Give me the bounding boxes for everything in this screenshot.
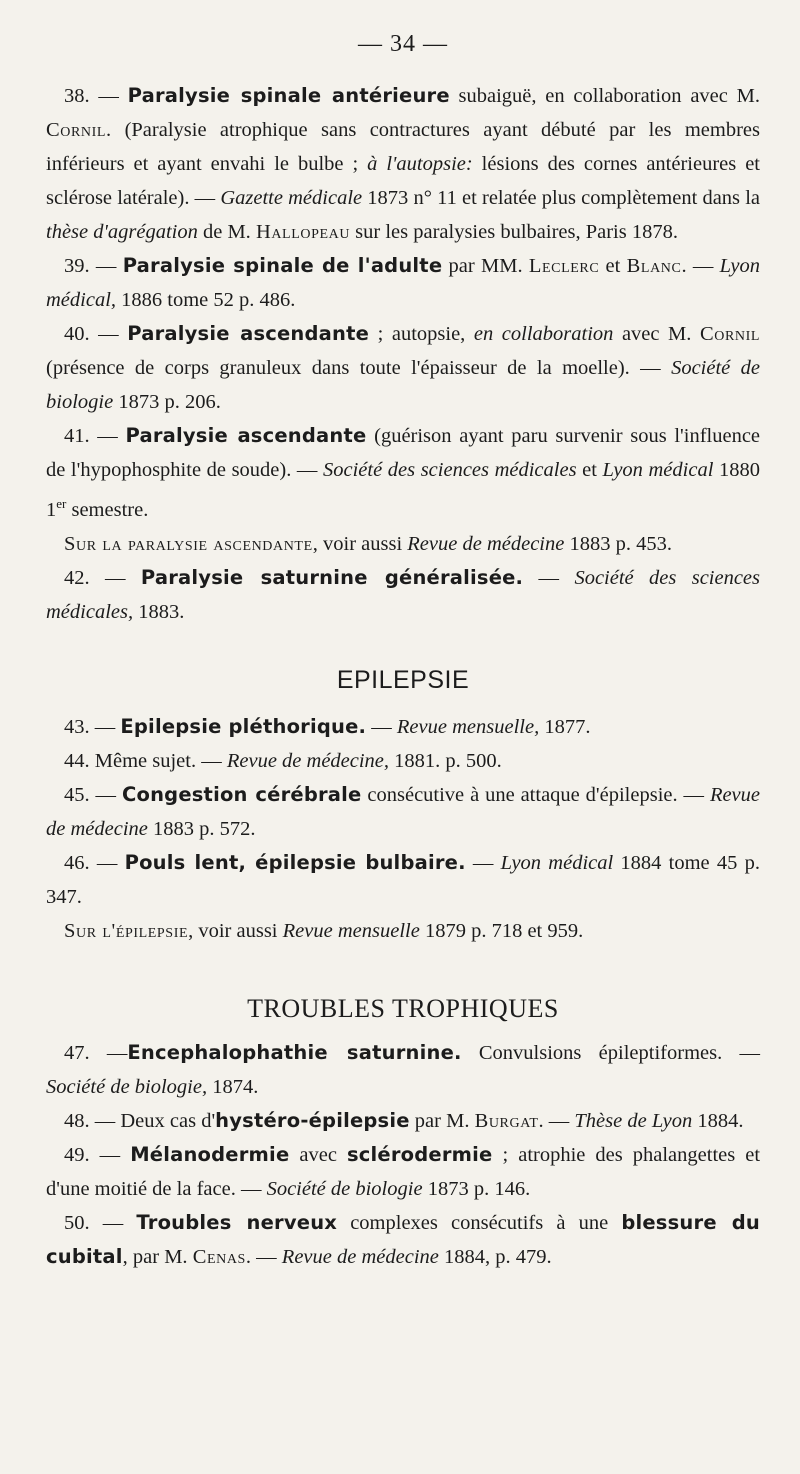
entry-text: 1884, p. 479. xyxy=(438,1245,552,1268)
note-text: 1883 p. 453. xyxy=(564,532,672,555)
section-heading-epilepsie: EPILEPSIE xyxy=(336,665,470,694)
journal-name: Gazette médicale xyxy=(220,186,363,209)
entry-text: 1884 tome 45 p. 347. xyxy=(46,851,761,908)
note-text: 1879 p. 718 et 959. xyxy=(419,919,584,942)
entry-text: . — xyxy=(245,1245,282,1268)
note-text: , voir aussi xyxy=(312,532,408,555)
entry-text: 1874. xyxy=(207,1075,259,1098)
bibliography-entry-48 xyxy=(46,1104,760,1138)
bibliography-entry-42 xyxy=(46,561,760,629)
author-name: Blanc xyxy=(626,254,682,277)
entry-text: complexes consécutifs à une xyxy=(337,1211,622,1234)
entry-title: Epilepsie pléthorique. xyxy=(120,714,367,738)
entry-text: 1884. xyxy=(692,1109,744,1132)
author-name: Cornil xyxy=(46,118,107,141)
entry-title-secondary: sclérodermie xyxy=(346,1142,493,1166)
bibliography-entry-41 xyxy=(46,419,760,527)
entry-text: sur les paralysies bulbaires, Paris 1878. xyxy=(350,220,678,243)
journal-name: Société des sciences médicales xyxy=(323,458,577,481)
journal-name: Thèse de Lyon xyxy=(574,1109,693,1132)
entry-text: 1880 1 xyxy=(46,458,760,521)
journal-name: Société de biologie xyxy=(266,1177,423,1200)
bibliography-entry-45 xyxy=(46,778,760,846)
entry-text: Même sujet. — xyxy=(89,749,227,772)
author-name: Cornil xyxy=(699,322,761,345)
entry-text: Convulsions épileptiformes. — xyxy=(461,1041,760,1064)
entry-text: semestre. xyxy=(66,498,149,521)
bibliography-entry-43 xyxy=(46,710,760,744)
entry-italic: thèse d'agrégation xyxy=(46,220,198,243)
entry-text: et xyxy=(599,254,627,277)
entry-text: . — xyxy=(681,254,720,277)
entry-title: Congestion cérébrale xyxy=(121,782,362,806)
journal-name: Revue mensuelle, xyxy=(396,715,540,738)
entry-text: avec M. xyxy=(613,322,700,345)
entry-text: 1873 n° 11 et relatée plus complètement dans la xyxy=(362,186,760,209)
entry-text: 1873 p. 206. xyxy=(113,390,221,413)
entry-number: 49. — xyxy=(64,1143,121,1166)
entry-number: 45. — xyxy=(64,783,117,806)
entry-text: ; autopsie, xyxy=(369,322,474,345)
entry-title: hystéro-épilepsie xyxy=(215,1108,410,1132)
superscript: er xyxy=(56,495,67,511)
journal-name: Société de biologie xyxy=(46,356,760,413)
bibliography-entry-47 xyxy=(46,1036,760,1104)
entry-italic: en collaboration xyxy=(473,322,614,345)
entry-text: . — xyxy=(538,1109,575,1132)
author-name: Cenas xyxy=(192,1245,246,1268)
journal-name: Revue de médecine xyxy=(46,783,761,840)
journal-name: Lyon médical xyxy=(500,851,614,874)
journal-name: Revue de médecine xyxy=(281,1245,439,1268)
entry-title: Paralysie ascendante xyxy=(127,321,370,345)
entry-text: Deux cas d' xyxy=(115,1109,216,1132)
author-name: Hallopeau xyxy=(255,220,351,243)
entry-text: et xyxy=(576,458,603,481)
note-lead: Sur l'épilepsie xyxy=(64,919,189,942)
entry-text: ; atrophie des phalangettes et d'une moitié de la face. — xyxy=(46,1143,761,1200)
entry-text: de M. xyxy=(197,220,256,243)
author-name: Leclerc xyxy=(528,254,600,277)
section-heading-troubles-trophiques: TROUBLES TROPHIQUES xyxy=(247,993,559,1023)
entry-text: 1873 p. 146. xyxy=(422,1177,531,1200)
entry-title: Mélanodermie xyxy=(130,1142,290,1166)
journal-name: Revue mensuelle xyxy=(282,919,420,942)
bibliography-entry-46 xyxy=(46,846,760,914)
note-lead: Sur la paralysie ascendante xyxy=(64,532,313,555)
entry-number: 42. — xyxy=(64,566,126,589)
bibliography-entry-50 xyxy=(46,1206,760,1274)
entry-number: 38. — xyxy=(64,84,119,107)
entry-title: Paralysie ascendante xyxy=(125,423,367,447)
journal-name: Revue de médecine, xyxy=(226,749,390,772)
entry-title: Troubles nerveux xyxy=(136,1210,338,1234)
entry-number: 39. — xyxy=(64,254,117,277)
bibliography-entry-44 xyxy=(46,744,760,778)
entry-number: 44. xyxy=(64,749,90,772)
entry-text: (guérison ayant paru survenir sous l'influence de l'hypophosphite de soude). — xyxy=(46,424,761,481)
entry-text: 1881. p. 500. xyxy=(389,749,502,772)
entry-number: 41. — xyxy=(64,424,118,447)
entry-text: subaiguë, en collaboration avec M. xyxy=(449,84,760,107)
journal-name: Société de biologie, xyxy=(46,1075,208,1098)
entry-number: 46. — xyxy=(64,851,118,874)
entry-number: 47. — xyxy=(64,1041,128,1064)
entry-text: 1877. xyxy=(539,715,591,738)
entry-title: Encephalophathie saturnine. xyxy=(127,1040,462,1064)
entry-text: — xyxy=(366,715,397,738)
entry-text: — xyxy=(465,851,501,874)
document-page xyxy=(46,30,760,1274)
entry-italic: à l'autopsie: xyxy=(367,152,473,175)
entry-text: 1883. xyxy=(133,600,185,623)
entry-number: 43. — xyxy=(64,715,116,738)
entry-title: Paralysie spinale antérieure xyxy=(127,83,450,107)
note-text: , voir aussi xyxy=(188,919,283,942)
author-name: Burgat xyxy=(474,1109,539,1132)
entry-title: Pouls lent, épilepsie bulbaire. xyxy=(124,850,466,874)
bibliography-entry-38 xyxy=(46,79,760,249)
page-number: — 34 — xyxy=(358,31,448,57)
entry-text: . (Paralysie atrophique sans contractures ayant débuté par les membres inférieurs et ayant envahi le bulbe ; xyxy=(46,118,760,175)
entry-text: lésions des cornes antérieures et sclérose latérale). — xyxy=(46,152,760,209)
entry-text: — xyxy=(523,566,575,589)
entry-text: consécutive à une attaque d'épilepsie. — xyxy=(361,783,710,806)
entry-text: 1886 tome 52 p. 486. xyxy=(116,288,296,311)
entry-text: par M. xyxy=(409,1109,475,1132)
journal-name: Société des sciences médicales, xyxy=(46,566,761,623)
entry-number: 50. — xyxy=(64,1211,124,1234)
journal-name: Lyon médical, xyxy=(46,254,761,311)
entry-title-secondary: blessure du cubital xyxy=(46,1210,760,1268)
bibliography-entry-40 xyxy=(46,317,760,419)
journal-name: Revue de médecine xyxy=(407,532,565,555)
bibliography-entry-49 xyxy=(46,1138,760,1206)
entry-text: par MM. xyxy=(442,254,529,277)
bibliography-entry-39 xyxy=(46,249,760,317)
see-also-note-epilepsie xyxy=(46,914,760,948)
entry-title: Paralysie saturnine généralisée. xyxy=(140,565,524,589)
journal-name: Lyon médical xyxy=(602,458,714,481)
entry-text: 1883 p. 572. xyxy=(147,817,256,840)
entry-text: (présence de corps granuleux dans toute l'épaisseur de la moelle). — xyxy=(46,356,672,379)
entry-title: Paralysie spinale de l'adulte xyxy=(122,253,443,277)
entry-number: 40. — xyxy=(64,322,119,345)
entry-text: , par M. xyxy=(122,1245,193,1268)
entry-number: 48. — xyxy=(64,1109,116,1132)
see-also-note-paralysie xyxy=(46,527,760,561)
entry-text: avec xyxy=(289,1143,347,1166)
